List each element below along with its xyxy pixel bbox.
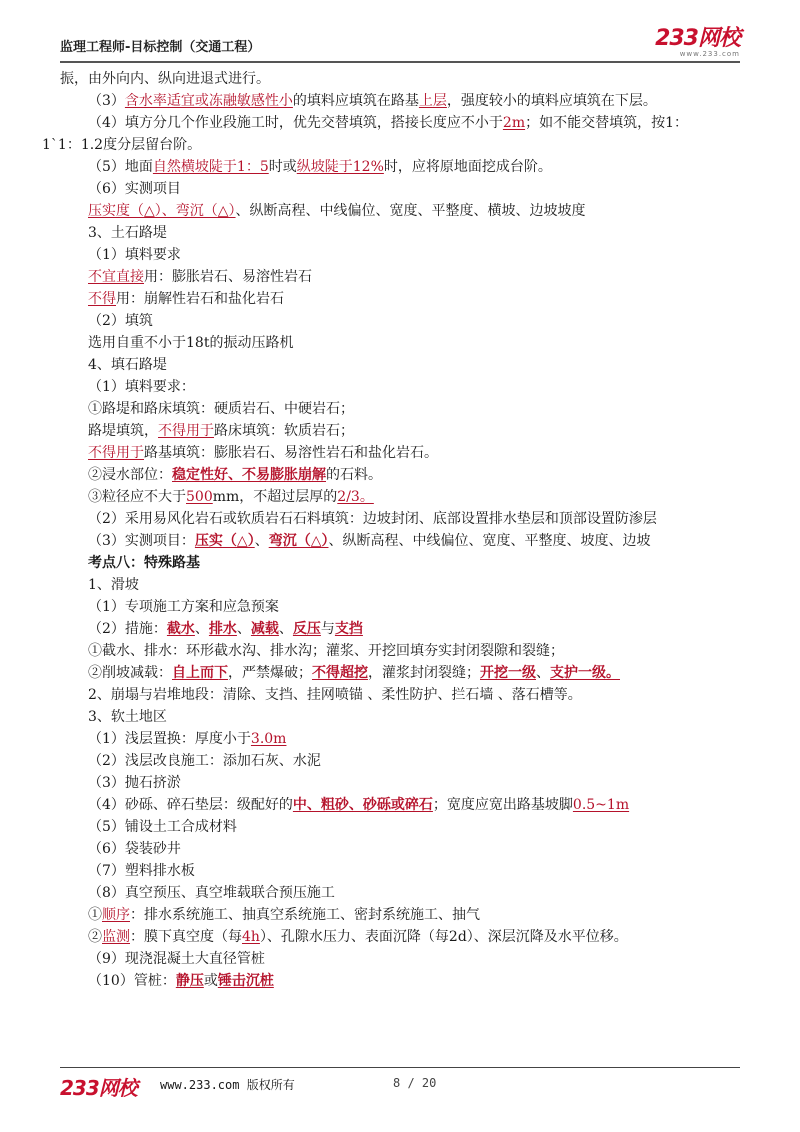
text-line: （1）浅层置换：厚度小于3.0m — [88, 731, 287, 747]
text-line: （6）袋装砂井 — [88, 841, 181, 857]
footer-divider — [60, 1067, 740, 1068]
footer-logo: 233网校 — [60, 1076, 137, 1100]
text-line: 路堤填筑，不得用于路床填筑：软质岩石； — [88, 423, 354, 439]
footer-copyright: www.233.com 版权所有 — [160, 1078, 295, 1092]
text-line: ①截水、排水：环形截水沟、排水沟；灌浆、开挖回填夯实封闭裂隙和裂缝； — [88, 643, 564, 659]
text-line: （2）浅层改良施工：添加石灰、水泥 — [88, 753, 321, 769]
text-line: ③粒径应不大于500mm，不超过层厚的2/3。 — [88, 489, 374, 505]
text-line: （3）抛石挤淤 — [88, 775, 181, 791]
text-line: （1）专项施工方案和应急预案 — [88, 599, 279, 615]
text-line: （9）现浇混凝土大直径管桩 — [88, 951, 265, 967]
section-heading: 4、填石路堤 — [88, 357, 167, 373]
section-heading: 3、土石路堤 — [88, 225, 167, 241]
text-line: ②监测：膜下真空度（每4h）、孔隙水压力、表面沉降（每2d）、深层沉降及水平位移。 — [88, 929, 628, 945]
text-line: （2）填筑 — [88, 313, 153, 329]
text-line: （2）措施：截水、排水、减载、反压与支挡 — [88, 621, 363, 637]
logo-text: 233网校 — [655, 26, 740, 51]
text-line: （5）地面自然横坡陡于1：5时或纵坡陡于12%时，应将原地面挖成台阶。 — [88, 159, 552, 175]
text-line: ①路堤和路床填筑：硬质岩石、中硬岩石； — [88, 401, 354, 417]
header-title: 监理工程师-目标控制（交通工程） — [60, 40, 261, 55]
text-line: （3）实测项目：压实（△）、弯沉（△）、纵断高程、中线偏位、宽度、平整度、坡度、边坡 — [88, 533, 651, 549]
section-title: 考点八：特殊路基 — [88, 555, 200, 571]
text-line: （1）填料要求： — [88, 379, 195, 395]
text-line: （5）铺设土工合成材料 — [88, 819, 237, 835]
text-line: 1`1：1.2度分层留台阶。 — [42, 137, 202, 153]
text-line: ①顺序：排水系统施工、抽真空系统施工、密封系统施工、抽气 — [88, 907, 480, 923]
text-line: （1）填料要求 — [88, 247, 181, 263]
text-line: ②削坡减载：自上而下，严禁爆破；不得超挖，灌浆封闭裂缝；开挖一级、支护一级。 — [88, 665, 620, 681]
text-line: （8）真空预压、真空堆载联合预压施工 — [88, 885, 335, 901]
header-logo — [655, 28, 740, 59]
text-line: （10）管桩：静压或锤击沉桩 — [88, 973, 274, 989]
page-header — [60, 28, 740, 58]
text-line: （4）填方分几个作业段施工时，优先交替填筑，搭接长度应不小于2m；如不能交替填筑，按1： — [88, 115, 689, 131]
text-line: （3）含水率适宜或冻融敏感性小的填料应填筑在路基上层，强度较小的填料应填筑在下层。 — [88, 93, 657, 109]
section-heading: 1、滑坡 — [88, 577, 139, 593]
logo-url: www.233.com — [679, 50, 740, 58]
page-number: 8 / 20 — [393, 1076, 437, 1090]
section-heading: 2、崩塌与岩堆地段：清除、支挡、挂网喷锚 、柔性防护、拦石墙 、落石槽等。 — [88, 687, 582, 703]
text-line: 振，由外向内、纵向进退式进行。 — [60, 71, 270, 87]
page-footer — [60, 1072, 740, 1100]
header-divider — [60, 61, 740, 63]
text-line: （6）实测项目 — [88, 181, 181, 197]
section-heading: 3、软土地区 — [88, 709, 167, 725]
text-line: 不宜直接用：膨胀岩石、易溶性岩石 — [88, 269, 312, 285]
text-line: ②浸水部位：稳定性好、不易膨胀崩解的石料。 — [88, 467, 382, 483]
text-line: （4）砂砾、碎石垫层：级配好的中、粗砂、砂砾或碎石；宽度应宽出路基坡脚0.5~1m — [88, 797, 630, 813]
text-line: 不得用于路基填筑：膨胀岩石、易溶性岩石和盐化岩石。 — [88, 445, 438, 461]
text-line: 压实度（△）、弯沉（△）、纵断高程、中线偏位、宽度、平整度、横坡、边坡坡度 — [88, 203, 586, 219]
text-line: 不得用：崩解性岩石和盐化岩石 — [88, 291, 284, 307]
text-line: 选用自重不小于18t的振动压路机 — [88, 335, 294, 351]
text-line: （7）塑料排水板 — [88, 863, 195, 879]
text-line: （2）采用易风化岩石或软质岩石石料填筑：边坡封闭、底部设置排水垫层和顶部设置防渗层 — [88, 511, 657, 527]
